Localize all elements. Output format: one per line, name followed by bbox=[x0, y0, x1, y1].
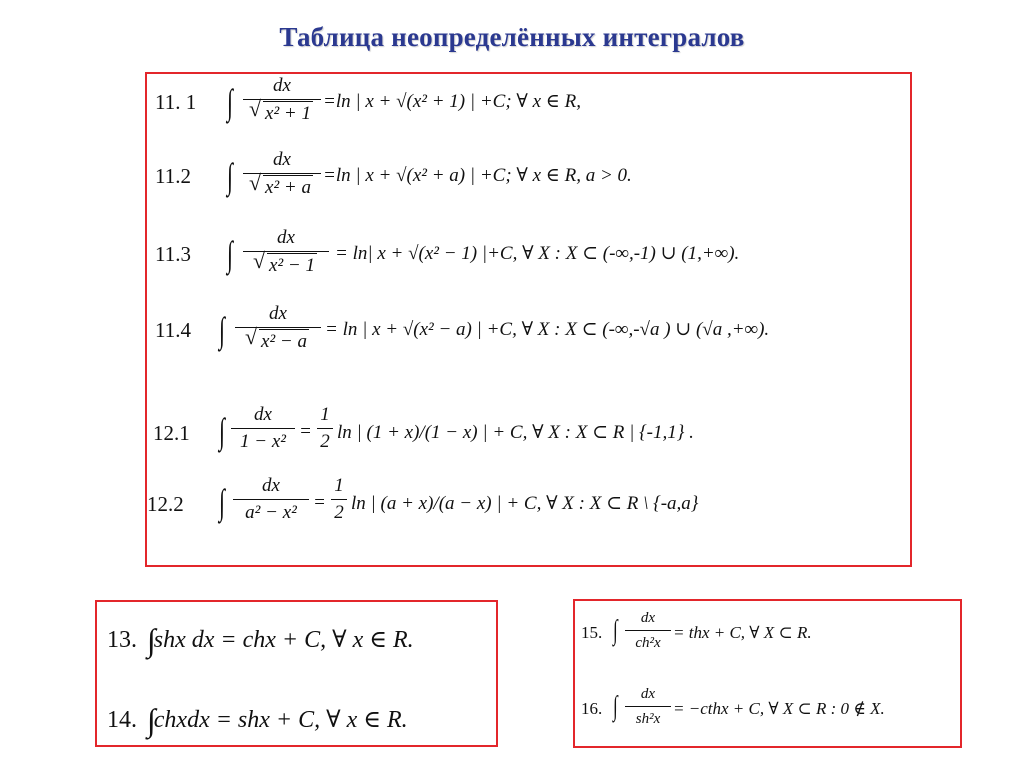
formula-number: 11.3 bbox=[155, 242, 191, 266]
page-title: Таблица неопределённых интегралов bbox=[279, 22, 745, 52]
denominator: x² − 1 bbox=[269, 255, 315, 276]
fraction bbox=[231, 403, 295, 454]
denominator: x² − a bbox=[261, 331, 307, 352]
fraction bbox=[243, 148, 321, 200]
numerator: dx bbox=[254, 404, 272, 425]
formula-expression: shx dx = chx + C, ∀ x ∈ R. bbox=[153, 627, 414, 653]
fraction bbox=[235, 302, 321, 354]
formula-number: 12.1 bbox=[153, 421, 190, 445]
integral-sign: ∫ bbox=[613, 615, 618, 646]
formula-number: 13. bbox=[107, 627, 137, 653]
formula-rhs: =ln | x + √(x² + 1) | +C; ∀ x ∈ R, bbox=[323, 91, 581, 112]
formula-number: 16. bbox=[581, 699, 603, 718]
formula-row-12-1: 12.1 ∫ dx 1 − x² = 1 2 ln | (1 + x)/(1 − x) | + C, ∀ X : X ⊂ R | {-1,1} . bbox=[153, 404, 694, 452]
numerator: dx bbox=[269, 303, 287, 324]
formula-row-11-3 bbox=[147, 222, 907, 302]
integral-sign: ∫ bbox=[613, 691, 618, 722]
formula-rhs: = thx + C, ∀ X ⊂ R. bbox=[673, 623, 812, 642]
integral-sign: ∫ bbox=[227, 234, 233, 274]
denominator: x² + 1 bbox=[265, 103, 311, 124]
formula-rhs: = −cthx + C, ∀ X ⊂ R : 0 ∉ X. bbox=[673, 699, 885, 718]
hyperbolic-formula-box bbox=[95, 600, 498, 747]
formula-number: 14. bbox=[107, 707, 137, 733]
formula-row-13 bbox=[107, 620, 414, 658]
denominator: x² + a bbox=[265, 177, 311, 198]
formula-row-11-2 bbox=[147, 148, 907, 228]
formula-number: 11.4 bbox=[155, 318, 191, 342]
formula-row-14 bbox=[107, 700, 408, 738]
half-fraction: 1 2 bbox=[331, 474, 347, 525]
formula-number: 15. bbox=[581, 623, 603, 642]
numerator: dx bbox=[273, 149, 291, 170]
formula-rhs: = ln| x + √(x² − 1) |+C, ∀ X : X ⊂ (-∞,-1) ∪ (1,+∞). bbox=[335, 243, 740, 264]
numerator: dx bbox=[262, 475, 280, 496]
integral-sign: ∫ bbox=[147, 622, 156, 658]
numerator: dx bbox=[640, 686, 656, 702]
fraction bbox=[625, 607, 671, 654]
integral-sign: ∫ bbox=[219, 310, 225, 350]
formula-number: 12.2 bbox=[147, 492, 184, 516]
formula-rhs: =ln | x + √(x² + a) | +C; ∀ x ∈ R, a > 0. bbox=[323, 165, 632, 186]
integral-sign: ∫ bbox=[219, 411, 225, 451]
formula-row-12-2: 12.2 ∫ dx a² − x² = 1 2 ln | (a + x)/(a − x) | + C, ∀ X : X ⊂ R \ {-a,a} bbox=[147, 475, 699, 523]
formula-expression: chxdx = shx + C, ∀ x ∈ R. bbox=[153, 707, 408, 733]
main-formula-box bbox=[145, 72, 912, 567]
formula-number: 11.2 bbox=[155, 164, 191, 188]
formula-row-15 bbox=[581, 607, 961, 669]
half-fraction: 1 2 bbox=[317, 403, 333, 454]
denominator: a² − x² bbox=[245, 502, 297, 523]
formula-row-16 bbox=[581, 683, 961, 745]
fraction bbox=[243, 226, 329, 278]
numerator: dx bbox=[273, 75, 291, 96]
integral-sign: ∫ bbox=[219, 482, 225, 522]
formula-row-11-4 bbox=[147, 296, 907, 376]
fraction bbox=[625, 683, 671, 730]
formula-row-11-1 bbox=[147, 74, 907, 154]
integral-sign: ∫ bbox=[227, 82, 233, 122]
fraction bbox=[233, 474, 309, 525]
denominator: ch²x bbox=[635, 635, 661, 651]
formula-number: 11. 1 bbox=[155, 90, 197, 114]
denominator: sh²x bbox=[635, 711, 661, 727]
formula-rhs: ln | (1 + x)/(1 − x) | + C, ∀ X : X ⊂ R | {-1,1} . bbox=[337, 422, 694, 443]
formula-rhs: = ln | x + √(x² − a) | +C, ∀ X : X ⊂ (-∞,-√a ) ∪ (√a ,+∞). bbox=[325, 319, 770, 340]
numerator: dx bbox=[640, 610, 656, 626]
tanh-formula-box bbox=[573, 599, 962, 748]
numerator: dx bbox=[277, 227, 295, 248]
denominator: 1 − x² bbox=[240, 431, 286, 452]
fraction bbox=[243, 74, 321, 126]
integral-sign: ∫ bbox=[227, 156, 233, 196]
integral-sign: ∫ bbox=[147, 702, 156, 738]
formula-rhs: ln | (a + x)/(a − x) | + C, ∀ X : X ⊂ R \ {-a,a} bbox=[351, 493, 699, 514]
